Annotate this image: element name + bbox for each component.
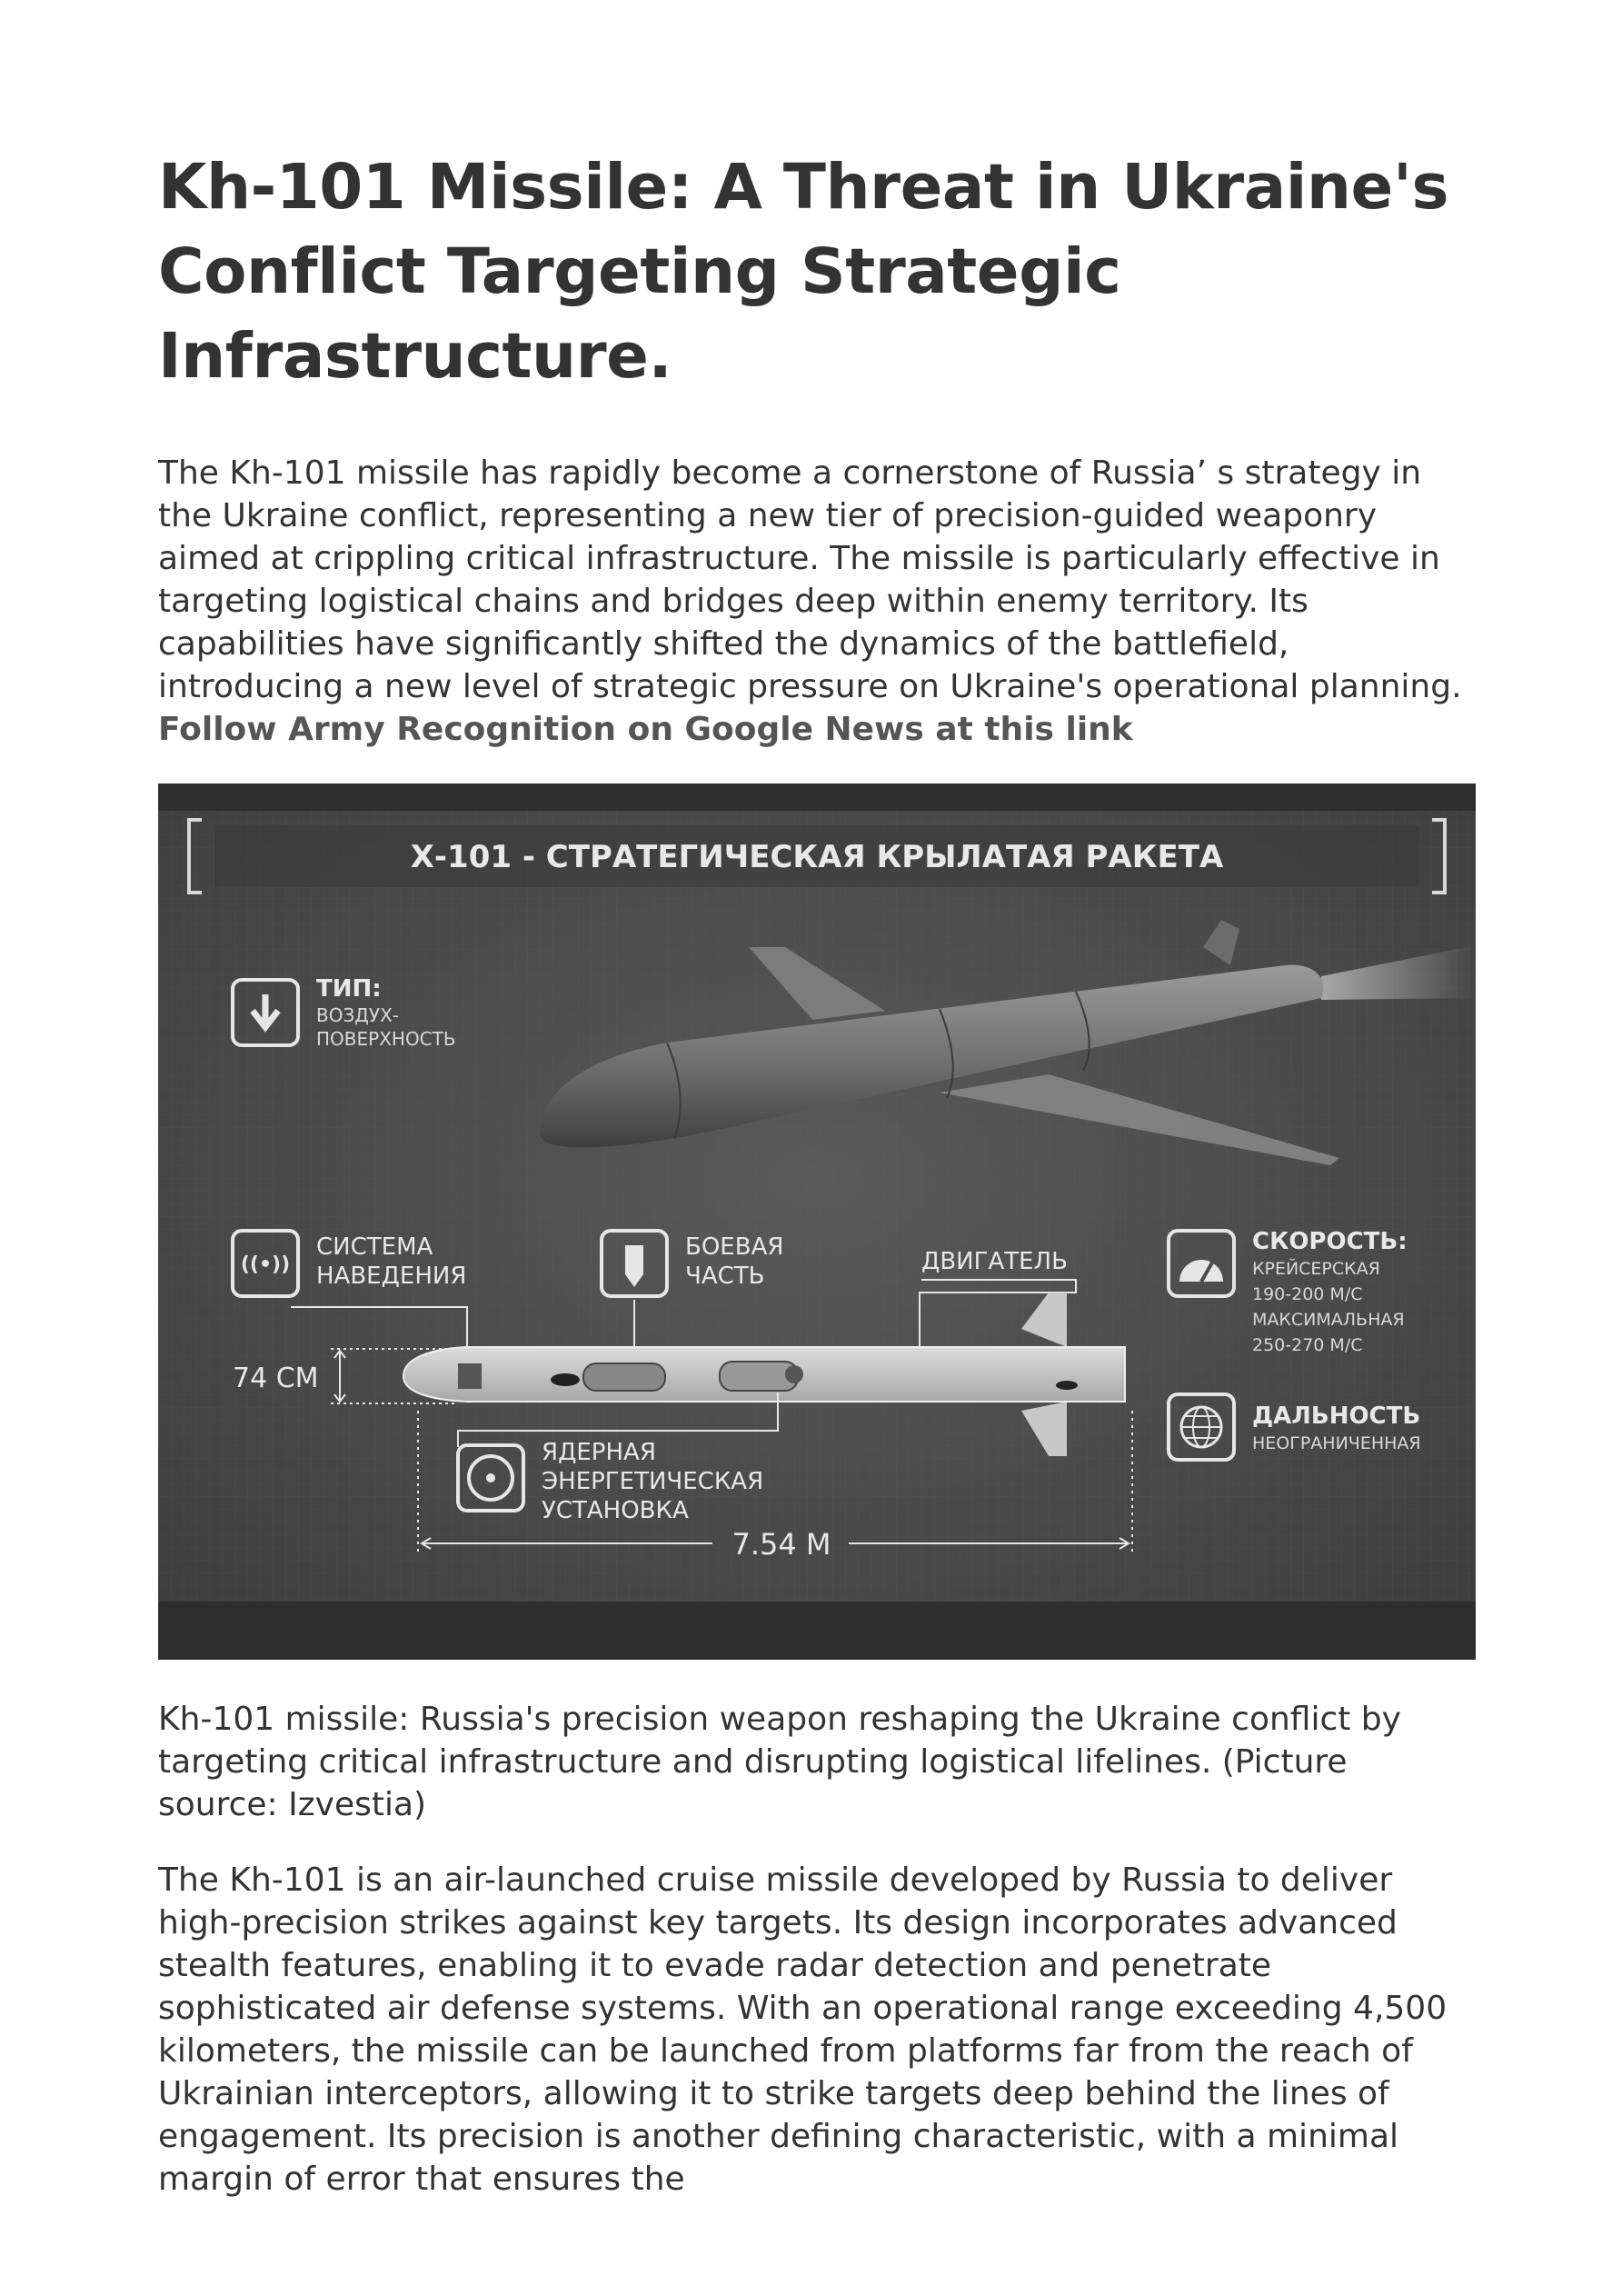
signal-icon-glyph: ((•)) [240,1253,291,1276]
warhead-label-line2: ЧАСТЬ [685,1263,765,1290]
top-band [158,784,1476,811]
bottom-band [158,1602,1476,1660]
body-paragraph: The Kh-101 is an air-launched cruise missile developed by Russia to deliver high-precision strikes against key targets. Its design incorporates advanced stealth features, enabling it to evade radar detection and penetrate sophisticated air defense systems. With an operational range exceeding 4,500 kilometers, the missile can be launched from platforms far from the reach of Ukrainian interceptors, allowing it to strike targets deep behind the lines of engagement. Its precision is another defining characteristic, with a minimal margin of error that ensures the [158,1862,1448,2198]
engine-label: ДВИГАТЕЛЬ [921,1248,1068,1275]
nuclear-label-line3: УСТАНОВКА [542,1497,689,1524]
length-value: 7.54 М [731,1527,831,1562]
speed-label: СКОРОСТЬ: [1252,1228,1408,1255]
intake [551,1373,580,1386]
speed-max-value: 250-270 М/С [1252,1335,1363,1355]
google-news-link[interactable]: Follow Army Recognition on Google News at this link [158,711,1133,748]
guidance-module [458,1363,482,1389]
range-value: НЕОГРАНИЧЕННАЯ [1252,1433,1421,1453]
intro-paragraph: The Kh-101 missile has rapidly become a cornerstone of Russia’ s strategy in the Ukraine conflict, representing a new tier of precision-guided weaponry aimed at crippling critical infrastructure. The missile is particularly effective in targeting logistical chains and bridges deep within enemy territory. Its capabilities have significantly shifted the dynamics of the battlefield, introducing a new level of strategic pressure on Ukraine's operational planning. [158,454,1462,705]
guidance-label-line2: НАВЕДЕНИЯ [316,1263,467,1290]
range-label: ДАЛЬНОСТЬ [1252,1403,1421,1430]
type-value-line1: ВОЗДУХ- [316,1004,400,1026]
radiation-icon-core [486,1473,495,1482]
type-label: ТИП: [316,975,382,1003]
missile-infographic [158,784,1476,1660]
nuclear-label-line2: ЭНЕРГЕТИЧЕСКАЯ [542,1468,764,1495]
article-title: Kh-101 Missile: A Threat in Ukraine's Conflict Targeting Strategic Infrastructure. [158,151,1449,393]
guidance-label-line1: СИСТЕМА [316,1233,433,1261]
diameter-value: 74 СМ [233,1363,319,1394]
speed-max-label: МАКСИМАЛЬНАЯ [1252,1310,1405,1330]
exhaust-port [1056,1381,1078,1390]
infographic-svg [158,784,1476,1660]
type-value-line2: ПОВЕРХНОСТЬ [316,1028,456,1050]
article [158,145,1476,2201]
infographic-title: Х-101 - СТРАТЕГИЧЕСКАЯ КРЫЛАТАЯ РАКЕТА [410,839,1224,875]
nuclear-label-line1: ЯДЕРНАЯ [542,1439,656,1466]
image-caption: Kh-101 missile: Russia's precision weapon reshaping the Ukraine conflict by targeting critical infrastructure and disrupting logistical lifelines. (Picture source: Izvestia) [158,1701,1401,1823]
warhead-label-line1: БОЕВАЯ [685,1233,784,1261]
warhead-module [583,1363,665,1391]
speed-cruise-label: КРЕЙСЕРСКАЯ [1252,1259,1380,1279]
nuclear-module-core [785,1365,803,1383]
speed-cruise-value: 190-200 М/С [1252,1284,1363,1304]
